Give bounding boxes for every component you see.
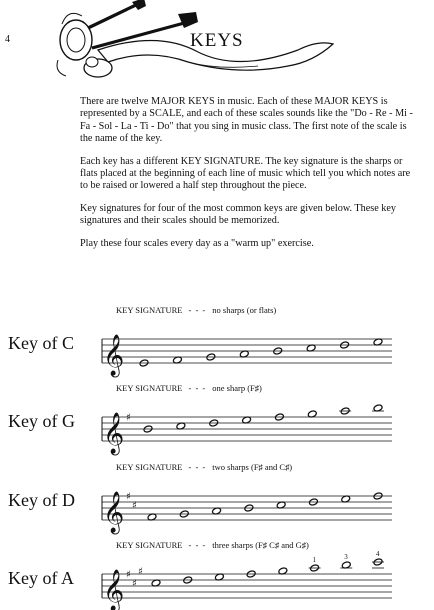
key-label: Key of A: [8, 568, 74, 588]
treble-clef-icon: 𝄞: [103, 413, 125, 454]
key-block-g: [0, 383, 434, 453]
signature-dashes: - - -: [188, 305, 207, 315]
staff: [96, 476, 396, 533]
fingering-number: 1: [312, 556, 317, 564]
staff: [96, 397, 396, 454]
intro-text: [80, 96, 420, 260]
signature-text: one sharp (F♯): [212, 383, 262, 393]
signature-label: KEY SIGNATURE: [116, 305, 183, 315]
signature-text: two sharps (F♯ and C♯): [212, 462, 293, 472]
staff: [96, 319, 396, 376]
paragraph-3: Key signatures for four of the most common keys are given below. These key signatures and their scales should be memorized.: [80, 202, 397, 227]
signature-line: [116, 540, 309, 550]
paragraph-2: Each key has a different KEY SIGNATURE. The key signature is the sharps or flats placed at the beginning of each line of music which tell you which notes are to be raised or lowered a half step throughout the piece.: [80, 155, 411, 192]
signature-dashes: - - -: [188, 540, 207, 550]
treble-clef-icon: 𝄞: [103, 492, 125, 533]
key-block-d: [0, 462, 434, 532]
page-number: 4: [5, 34, 10, 45]
key-sharp-icon: ♯: [126, 491, 131, 503]
key-label: Key of D: [8, 490, 75, 510]
signature-line: [116, 462, 292, 472]
treble-clef-icon: 𝄞: [103, 570, 125, 610]
signature-line: [116, 305, 276, 315]
page-title: KEYS: [190, 30, 244, 51]
key-sharp-icon: ♯: [138, 566, 143, 578]
paragraph-4: Play these four scales every day as a "warm up" exercise.: [80, 237, 314, 249]
signature-dashes: - - -: [188, 383, 207, 393]
key-sharp-icon: ♯: [126, 569, 131, 581]
key-label: Key of C: [8, 333, 74, 353]
signature-label: KEY SIGNATURE: [116, 540, 183, 550]
signature-text: no sharps (or flats): [212, 305, 277, 315]
signature-label: KEY SIGNATURE: [116, 383, 183, 393]
key-sharp-icon: ♯: [132, 578, 137, 590]
signature-line: [116, 383, 262, 393]
key-sharp-icon: ♯: [126, 412, 131, 424]
treble-clef-icon: 𝄞: [103, 335, 125, 376]
signature-label: KEY SIGNATURE: [116, 462, 183, 472]
key-sharp-icon: ♯: [132, 500, 137, 512]
fingering-number: 3: [344, 553, 348, 561]
paragraph-1: There are twelve MAJOR KEYS in music. Each of these MAJOR KEYS is represented by a SCALE, and each of these scales sounds like the "Do - Re - Mi - Fa - Sol - La - Ti - Do" that you sing in music class. The first note of the scale is the name of the key.: [80, 96, 413, 145]
key-block-c: [0, 305, 434, 375]
keys-illustration: [38, 0, 338, 82]
key-label: Key of G: [8, 411, 75, 431]
signature-dashes: - - -: [188, 462, 207, 472]
signature-text: three sharps (F♯ C♯ and G♯): [212, 540, 309, 550]
fingering-number: 4: [376, 550, 380, 558]
